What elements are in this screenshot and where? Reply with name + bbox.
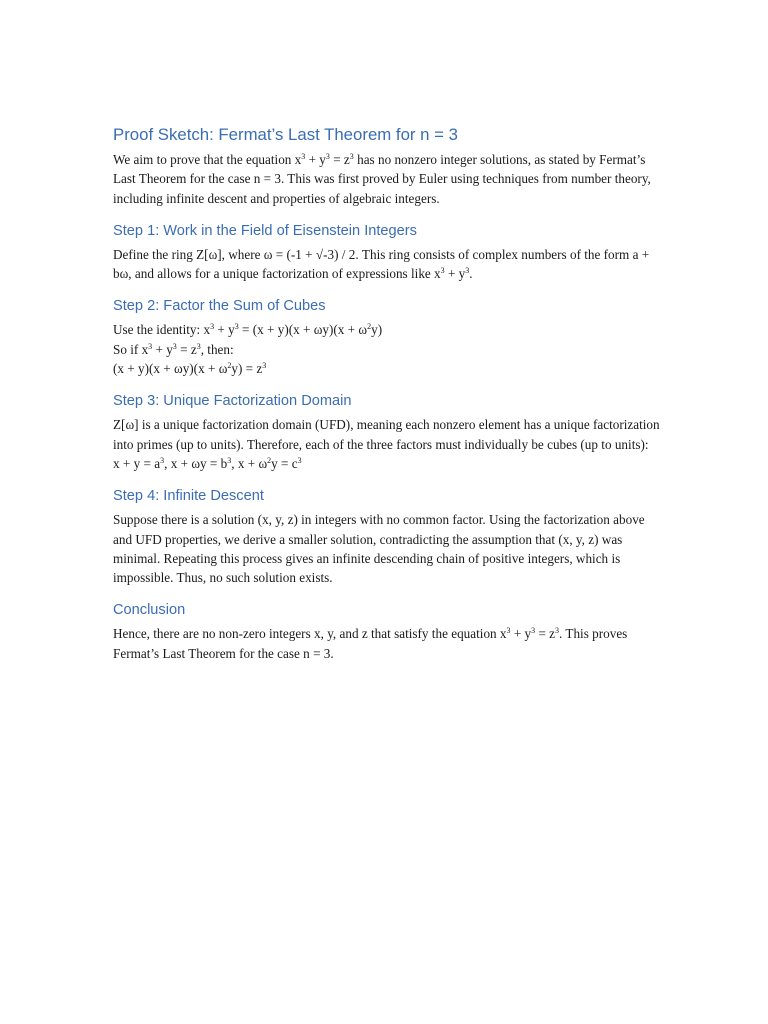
step3-text: Z[ω] is a unique factorization domain (UFD), meaning each nonzero element has a unique factorization into primes (up to units). Therefore, each of the three factors must individually be cubes (up to units): (113, 417, 660, 452)
conclusion-text-1: Hence, there are no non-zero integers x, y, and z that satisfy the equation x (113, 626, 507, 642)
step1-text-1: Define the ring Z[ω], where ω = (-1 + √-3) / 2. This ring consists of complex numbers of the form a + bω, and allows for a unique factorization of expressions like x (113, 246, 650, 282)
identity-sup-1: 3 (210, 322, 215, 332)
step1-text-2: + y (444, 266, 466, 282)
identity-line (113, 320, 661, 339)
factored-text-b: y) = z (231, 361, 263, 377)
conclusion-sup-3: 3 (555, 626, 560, 636)
factored-sup-2: 3 (262, 361, 267, 371)
intro-text-2: + y (305, 152, 326, 167)
cubes-sup-4: 3 (297, 455, 302, 465)
cubes-sup-1: 3 (160, 455, 165, 465)
cubes-text-b: , x + ωy = b (164, 455, 228, 471)
intro-sup-3: 3 (349, 152, 354, 161)
cubes-equation-line (113, 454, 661, 473)
identity-text-b: + y (214, 322, 235, 338)
identity-text-d: y) (371, 322, 383, 338)
identity-sup-3: 2 (367, 322, 372, 332)
cubes-text-d: y = c (271, 455, 298, 471)
condition-sup-3: 3 (196, 341, 201, 351)
condition-text-b: + y (152, 341, 173, 357)
document-page (113, 124, 661, 663)
step1-text-3: . (469, 266, 473, 282)
conclusion-text-4: . This proves Fermat’s Last Theorem for the case n = 3. (113, 626, 628, 661)
cubes-sup-2: 3 (227, 455, 232, 465)
step1-sup-2: 3 (465, 266, 470, 276)
intro-paragraph (113, 150, 661, 208)
cubes-text-c: , x + ω (231, 455, 268, 471)
intro-sup-1: 3 (301, 152, 306, 161)
factored-text-a: (x + y)(x + ωy)(x + ω (113, 361, 228, 377)
condition-sup-2: 3 (172, 341, 177, 351)
step4-heading: Step 4: Infinite Descent (113, 488, 264, 505)
condition-text-c: = z (176, 341, 197, 357)
conclusion-sup-2: 3 (531, 626, 536, 636)
condition-sup-1: 3 (148, 341, 153, 351)
intro-text-3: = z (329, 152, 350, 167)
identity-sup-2: 3 (234, 322, 239, 332)
step3-paragraph (113, 415, 661, 473)
step2-paragraph (113, 320, 661, 378)
conclusion-sup-1: 3 (506, 626, 511, 636)
conclusion-text-3: = z (535, 626, 556, 642)
cubes-sup-3: 2 (267, 455, 272, 465)
conclusion-text-2: + y (510, 626, 532, 642)
step1-sup-1: 3 (440, 266, 445, 276)
step4-paragraph: Suppose there is a solution (x, y, z) in integers with no common factor. Using the factorization above and UFD properties, we derive a smaller solution, contradicting the assumption that (x, y, z) was minimal. Repeating this process gives an infinite descending chain of positive integers, which is impossible. Thus, no such solution exists. (113, 512, 645, 586)
cubes-text-a: x + y = a (113, 455, 161, 471)
intro-text-1: We aim to prove that the equation x (113, 152, 302, 167)
factored-sup-1: 2 (227, 361, 232, 371)
conclusion-heading: Conclusion (113, 602, 186, 619)
condition-text-d: , then: (200, 341, 234, 357)
conclusion-paragraph (113, 624, 661, 663)
document-title: Proof Sketch: Fermat’s Last Theorem for n = 3 (113, 125, 458, 144)
intro-text-4: has no nonzero integer solutions, as stated by Fermat’s Last Theorem for the case n = 3. This was first proved by Euler using techniques from number theory, including infinite descent and properties of algebraic integers. (113, 152, 651, 206)
condition-line (113, 340, 661, 359)
condition-text-a: So if x (113, 341, 149, 357)
intro-sup-2: 3 (325, 152, 330, 161)
identity-text-c: = (x + y)(x + ωy)(x + ω (238, 322, 368, 338)
step3-heading: Step 3: Unique Factorization Domain (113, 393, 352, 410)
step2-heading: Step 2: Factor the Sum of Cubes (113, 298, 326, 315)
factored-equation-line (113, 359, 661, 378)
step1-paragraph (113, 245, 661, 284)
step1-heading: Step 1: Work in the Field of Eisenstein Integers (113, 222, 417, 239)
identity-text-a: Use the identity: x (113, 322, 211, 338)
